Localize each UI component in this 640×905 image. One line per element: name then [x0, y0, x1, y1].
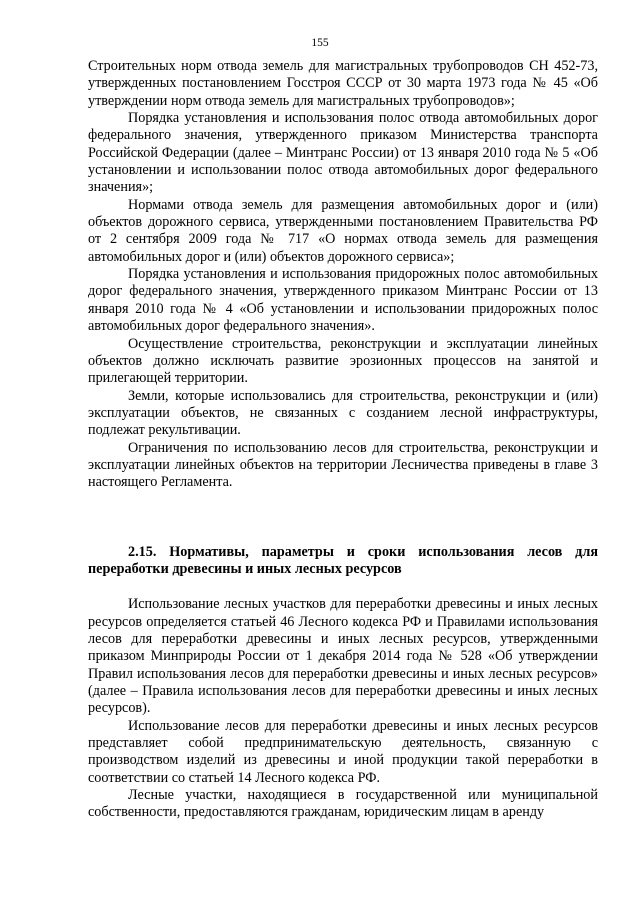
paragraph-land-recultivation: Земли, которые использовались для строительства, реконструкции и (или) эксплуатации объектов, не связанных с созданием лесной инфраструктуры, подлежат рекультивации.: [88, 387, 598, 439]
section-heading: 2.15. Нормативы, параметры и сроки использования лесов для переработки древесины и иных лесных ресурсов: [88, 543, 598, 577]
paragraph-erosion-prevention: Осуществление строительства, реконструкции и эксплуатации линейных объектов должно исключать развитие эрозионных процессов на занятой и прилегающей территории.: [88, 335, 598, 387]
paragraph-usage-restrictions: Ограничения по использованию лесов для строительства, реконструкции и эксплуатации линейных объектов на территории Лесничества приведены в главе 3 настоящего Регламента.: [88, 439, 598, 491]
page-number: 155: [311, 37, 329, 49]
paragraph-business-activity: Использование лесов для переработки древесины и иных лесных ресурсов представляет собой предпринимательскую деятельность, связанную с производством изделий из древесины и иной продукции такой переработки в соответствии со статьей 14 Лесного кодекса РФ.: [88, 717, 598, 786]
paragraph-snip-52-73: Строительных норм отвода земель для магистральных трубопроводов СН 452-73, утвержденных постановлением Госстроя СССР от 30 марта 1973 года № 45 «Об утверждении норм отвода земель для магистральных трубопроводов»;: [88, 58, 598, 109]
paragraph-forest-plots-lease: Лесные участки, находящиеся в государственной или муниципальной собственности, предоставляются гражданам, юридическим лицам в аренду: [88, 787, 598, 821]
paragraph-land-allotment-norms: Нормами отвода земель для размещения автомобильных дорог и (или) объектов дорожного сервиса, утвержденными постановлением Правительства РФ от 2 сентября 2009 года № 717 «О нормах отвода земель для размещения автомобильных дорог и (или) объектов дорожного сервиса»;: [88, 196, 598, 265]
paragraph-forest-plots-usage: Использование лесных участков для переработки древесины и иных лесных ресурсов определяется статьей 46 Лесного кодекса РФ и Правилами использования лесов для переработки древесины и иных лесных ресурсов, утвержденными приказом Минприроды России от 1 декабря 2014 года № 528 «Об утверждении Правил использования лесов для переработки древесины и иных лесных ресурсов» (далее – Правила использования лесов для переработки древесины и иных лесных ресурсов).: [88, 596, 598, 717]
page-content: [88, 58, 598, 822]
paragraph-road-allotment-strips: Порядка установления и использования полос отвода автомобильных дорог федерального значения, утвержденного приказом Министерства транспорта Российской Федерации (далее – Минтранс России) от 13 января 2010 года № 5 «Об установлении и использовании полос отвода автомобильных дорог федерального значения»;: [88, 110, 598, 196]
paragraph-roadside-strips: Порядка установления и использования придорожных полос автомобильных дорог федерального значения, утвержденного приказом Минтранс России от 13 января 2010 года № 4 «Об установлении и использовании придорожных полос автомобильных дорог федерального значения».: [88, 266, 598, 335]
